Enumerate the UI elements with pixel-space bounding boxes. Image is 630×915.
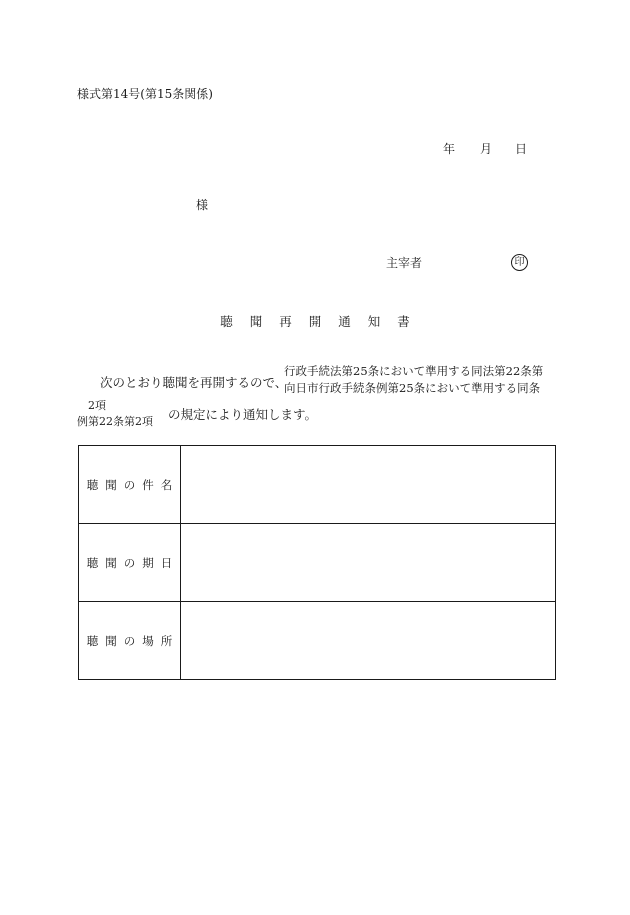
hearing-date-field[interactable]	[181, 524, 556, 602]
body-intro-text: 次のとおり聴聞を再開するので、	[100, 375, 288, 390]
body-ending-text: の規定により通知します。	[168, 407, 318, 422]
hearing-subject-field[interactable]	[181, 446, 556, 524]
hearing-date-label: 聴聞の期日	[79, 524, 181, 602]
hearing-place-field[interactable]	[181, 602, 556, 680]
table-row	[79, 446, 556, 524]
document-title: 聴聞再開通知書	[220, 314, 427, 329]
seal-mark: 印	[511, 254, 528, 271]
organizer-label: 主宰者	[386, 256, 423, 270]
date-month-label: 月	[480, 142, 493, 156]
clause-reference-1: 2項	[88, 399, 106, 412]
law-reference-line-1: 行政手続法第25条において準用する同法第22条第	[284, 364, 544, 378]
hearing-subject-label: 聴聞の件名	[79, 446, 181, 524]
form-number: 様式第14号(第15条関係)	[77, 87, 213, 101]
date-day-label: 日	[515, 142, 528, 156]
table-row	[79, 602, 556, 680]
law-reference-line-2: 向日市行政手続条例第25条において準用する同条	[284, 381, 541, 395]
clause-reference-2: 例第22条第2項	[77, 415, 153, 428]
recipient-honorific: 様	[196, 198, 209, 212]
table-row	[79, 524, 556, 602]
hearing-place-label: 聴聞の場所	[79, 602, 181, 680]
hearing-info-table	[78, 445, 556, 680]
date-year-label: 年	[443, 142, 456, 156]
